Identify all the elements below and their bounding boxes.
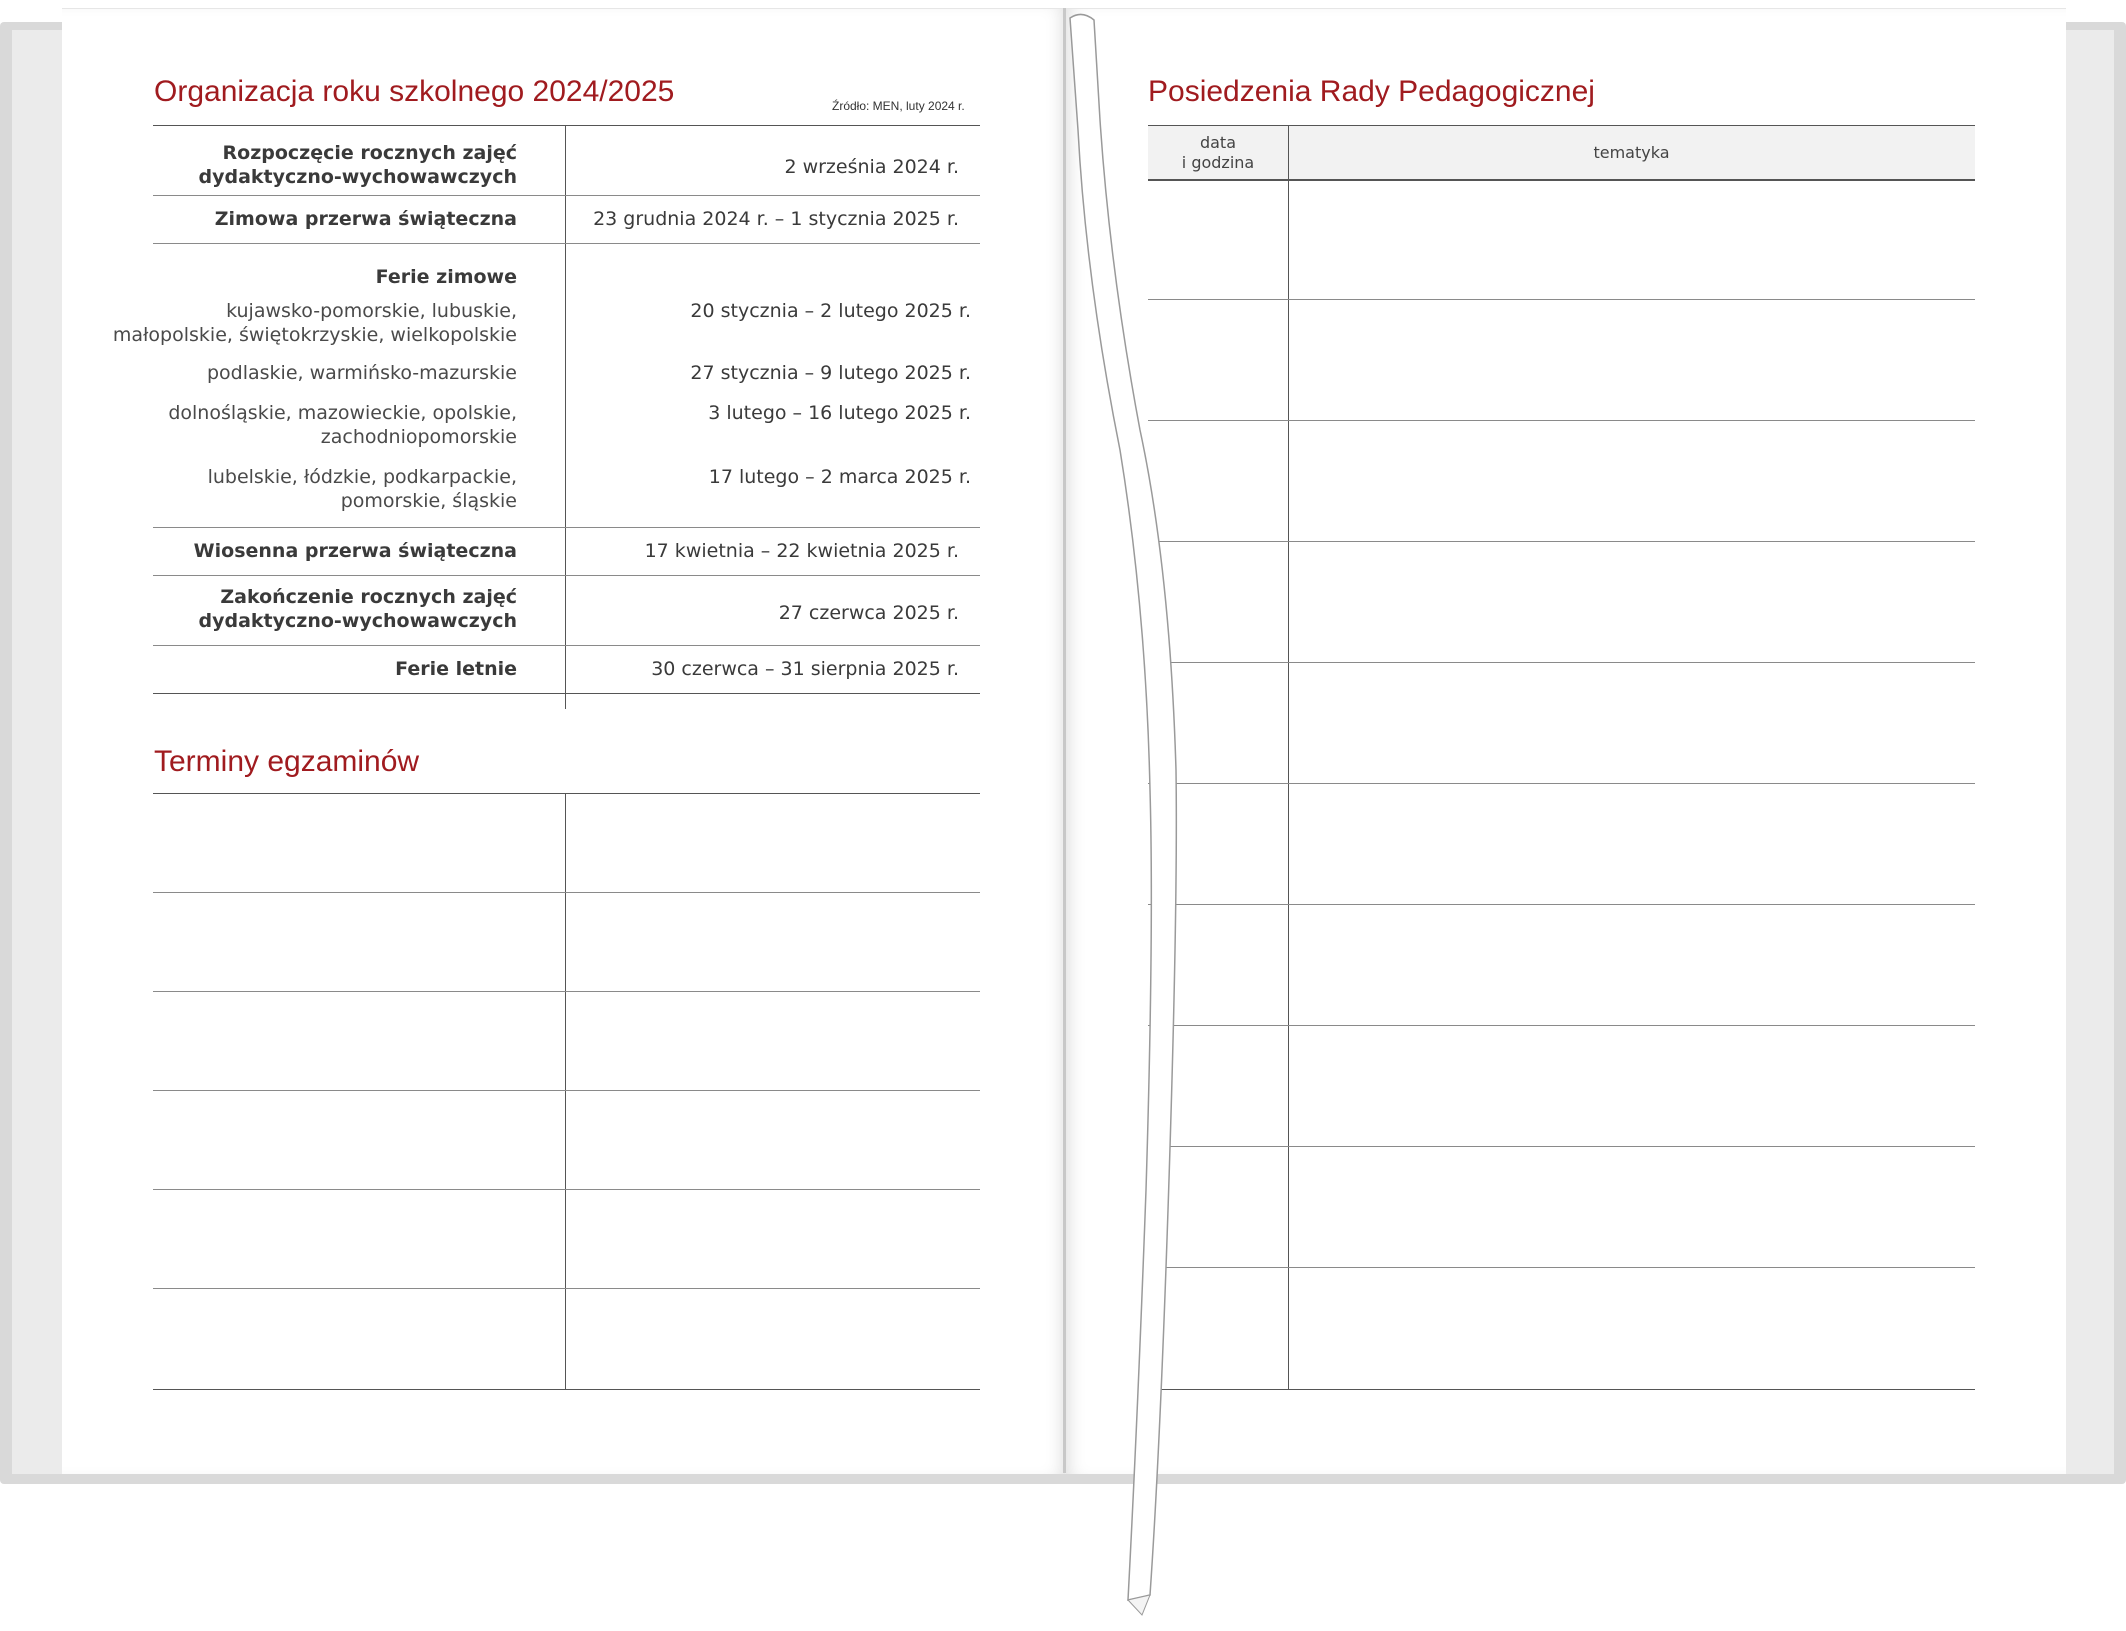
col-date-line: i godzina <box>1181 153 1255 172</box>
council-row-line[interactable] <box>1148 783 1975 784</box>
table-row <box>153 575 980 645</box>
row-label <box>198 141 517 189</box>
region-group <box>113 299 517 347</box>
region-line: kujawsko-pomorskie, lubuskie, <box>226 300 517 322</box>
region-line: pomorskie, śląskie <box>340 490 517 512</box>
row-label-line: Rozpoczęcie rocznych zajęć <box>222 142 517 164</box>
region-line: małopolskie, świętokrzyskie, wielkopolskie <box>112 324 517 346</box>
left-page <box>62 8 1065 1474</box>
row-label-line: Zakończenie rocznych zajęć <box>220 586 517 608</box>
row-value: 2 września 2024 r. <box>784 156 959 178</box>
table-row <box>153 195 980 243</box>
region-dates: 3 lutego – 16 lutego 2025 r. <box>708 402 971 424</box>
row-value: 23 grudnia 2024 r. – 1 stycznia 2025 r. <box>593 208 959 230</box>
exam-title: Terminy egzaminów <box>154 745 420 778</box>
region-line: zachodniopomorskie <box>320 426 517 448</box>
right-page <box>1066 8 2066 1474</box>
org-year-title: Organizacja roku szkolnego 2024/2025 <box>154 75 675 108</box>
council-table-bottom-rule <box>1148 1389 1975 1390</box>
table-row <box>153 645 980 693</box>
council-row-line[interactable] <box>1148 541 1975 542</box>
row-value: 27 czerwca 2025 r. <box>778 602 959 624</box>
table-row <box>153 125 980 195</box>
region-dates: 20 stycznia – 2 lutego 2025 r. <box>690 300 971 322</box>
council-header-bottom-rule <box>1148 179 1975 181</box>
table-row <box>153 527 980 575</box>
council-row-line[interactable] <box>1148 904 1975 905</box>
council-row-line[interactable] <box>1148 1025 1975 1026</box>
region-dates: 17 lutego – 2 marca 2025 r. <box>708 466 971 488</box>
council-row-line[interactable] <box>1148 662 1975 663</box>
exam-row-line[interactable] <box>153 1189 980 1190</box>
row-value: 30 czerwca – 31 sierpnia 2025 r. <box>651 658 959 680</box>
council-column-divider <box>1288 125 1289 1389</box>
row-value: 17 kwietnia – 22 kwietnia 2025 r. <box>644 540 959 562</box>
region-group <box>207 361 517 385</box>
table-bottom-rule <box>153 693 980 694</box>
row-label: Zimowa przerwa świąteczna <box>214 208 517 230</box>
region-group <box>208 465 517 513</box>
exam-table-bottom-rule <box>153 1389 980 1390</box>
row-label: Wiosenna przerwa świąteczna <box>193 540 517 562</box>
row-label: Ferie letnie <box>395 658 517 680</box>
col-date-line: data <box>1199 133 1237 152</box>
council-row-line[interactable] <box>1148 1146 1975 1147</box>
exam-row-line[interactable] <box>153 991 980 992</box>
source-note: Źródło: MEN, luty 2024 r. <box>832 99 965 113</box>
row-label-line: dydaktyczno-wychowawczych <box>198 610 517 632</box>
bookmark-ribbon-icon <box>1050 10 1210 1620</box>
region-line: lubelskie, łódzkie, podkarpackie, <box>207 466 517 488</box>
region-dates: 27 stycznia – 9 lutego 2025 r. <box>690 362 971 384</box>
council-title: Posiedzenia Rady Pedagogicznej <box>1148 75 1595 108</box>
winter-break-title: Ferie zimowe <box>375 266 517 288</box>
council-row-line[interactable] <box>1148 1267 1975 1268</box>
winter-break-block <box>112 243 980 527</box>
region-group <box>168 401 517 449</box>
exam-row-line[interactable] <box>153 892 980 893</box>
council-header-top-rule <box>1148 125 1975 126</box>
region-line: podlaskie, warmińsko-mazurskie <box>206 362 517 384</box>
council-row-line[interactable] <box>1148 299 1975 300</box>
exam-row-line[interactable] <box>153 1090 980 1091</box>
row-label <box>198 585 517 633</box>
council-row-line[interactable] <box>1148 420 1975 421</box>
region-line: dolnośląskie, mazowieckie, opolskie, <box>168 402 517 424</box>
row-label-line: dydaktyczno-wychowawczych <box>198 166 517 188</box>
exam-column-divider <box>565 793 566 1389</box>
exam-row-line[interactable] <box>153 1288 980 1289</box>
exam-table-top-rule <box>153 793 980 794</box>
col-topic-header: tematyka <box>1593 143 1670 162</box>
